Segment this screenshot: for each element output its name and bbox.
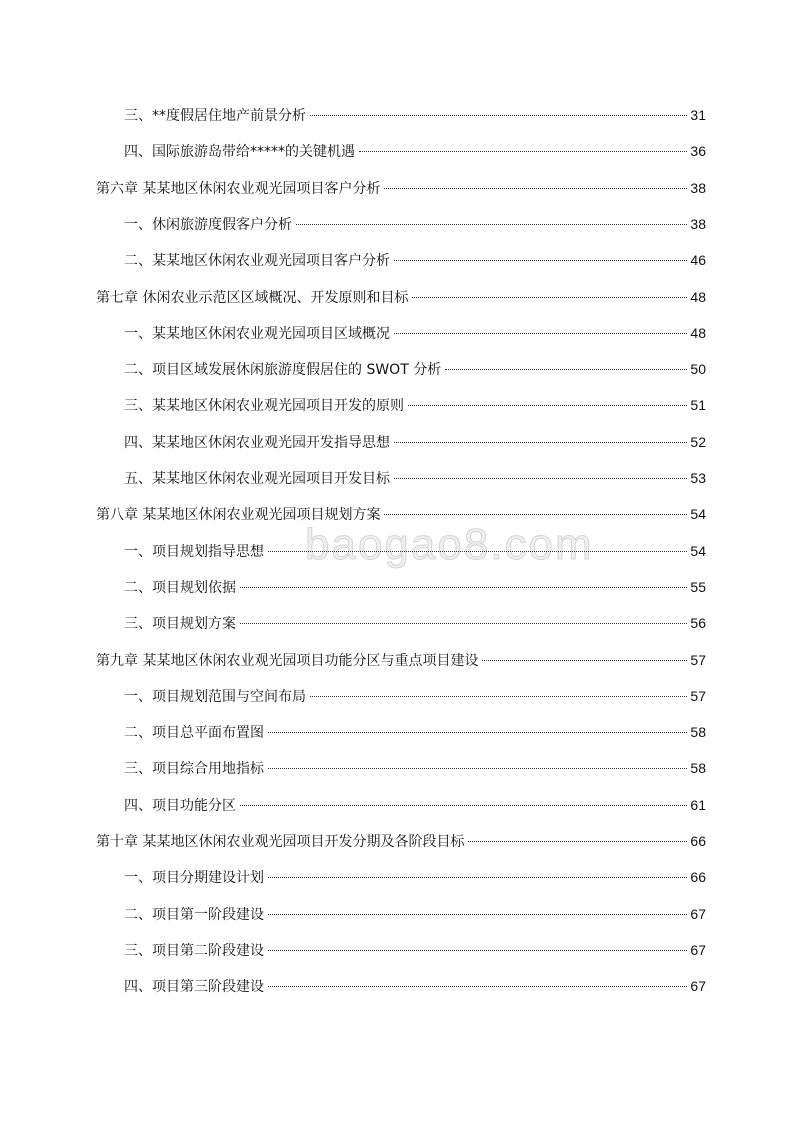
toc-entry-title: 四、国际旅游岛带给*****的关键机遇 (124, 144, 355, 161)
toc-dot-leader (408, 405, 687, 406)
toc-entry-title: 二、项目区域发展休闲旅游度假居住的 SWOT 分析 (124, 362, 442, 379)
toc-entry-title: 四、项目功能分区 (124, 797, 236, 814)
toc-dot-leader (384, 188, 687, 189)
toc-page-number: 57 (690, 651, 706, 668)
toc-entry-title: 第十章 某某地区休闲农业观光园项目开发分期及各阶段目标 (96, 834, 465, 850)
toc-entry-title: 一、项目规划范围与空间布局 (124, 688, 306, 705)
toc-dot-leader (240, 805, 687, 806)
toc-section-entry[interactable] (124, 466, 706, 490)
toc-entry-title: 五、某某地区休闲农业观光园项目开发目标 (124, 471, 390, 487)
toc-section-entry[interactable] (124, 357, 706, 381)
toc-entry-title: 二、项目第一阶段建设 (124, 906, 264, 923)
toc-entry-title: 四、某某地区休闲农业观光园开发指导思想 (124, 434, 390, 451)
toc-page-number: 66 (690, 869, 706, 886)
toc-dot-leader (296, 224, 687, 225)
toc-dot-leader (468, 841, 687, 842)
toc-section-entry[interactable] (124, 938, 706, 962)
toc-page-number: 52 (690, 433, 706, 450)
toc-section-entry[interactable] (124, 793, 706, 817)
toc-dot-leader (445, 369, 687, 370)
toc-section-entry[interactable] (124, 430, 706, 454)
toc-page-number: 48 (690, 288, 706, 305)
toc-chapter-entry[interactable] (96, 176, 706, 200)
toc-section-entry[interactable] (124, 974, 706, 998)
toc-dot-leader (394, 442, 687, 443)
toc-entry-title: 第八章 某某地区休闲农业观光园项目规划方案 (96, 507, 381, 524)
toc-section-entry[interactable] (124, 720, 706, 744)
toc-section-entry[interactable] (124, 611, 706, 635)
toc-dot-leader (384, 514, 687, 515)
toc-entry-title: 第六章 某某地区休闲农业观光园项目客户分析 (96, 180, 381, 197)
toc-section-entry[interactable] (124, 684, 706, 708)
toc-section-entry[interactable] (124, 865, 706, 889)
watermark: baogao8.com (305, 520, 594, 569)
toc-section-entry[interactable] (124, 103, 706, 127)
toc-entry-title: 二、项目规划依据 (124, 579, 236, 596)
toc-dot-leader (268, 732, 687, 733)
toc-page-number: 38 (690, 215, 706, 232)
toc-chapter-entry[interactable] (96, 829, 706, 853)
toc-section-entry[interactable] (124, 756, 706, 780)
toc-page-number: 50 (690, 361, 706, 378)
toc-page-number: 56 (690, 615, 706, 632)
toc-entry-title: 第七章 休闲农业示范区区域概况、开发原则和目标 (96, 289, 409, 306)
toc-dot-leader (394, 478, 687, 479)
toc-entry-title: 三、项目综合用地指标 (124, 761, 264, 778)
toc-page-number: 54 (690, 542, 706, 559)
toc-dot-leader (268, 950, 687, 951)
toc-page-number: 67 (690, 978, 706, 995)
toc-page-number: 57 (690, 687, 706, 704)
toc-entry-title: 三、项目规划方案 (124, 616, 236, 633)
toc-dot-leader (268, 768, 687, 769)
toc-section-entry[interactable] (124, 212, 706, 236)
toc-page-number: 31 (690, 107, 706, 123)
toc-section-entry[interactable] (124, 539, 706, 563)
toc-page-number: 54 (690, 506, 706, 523)
toc-page-number: 58 (690, 760, 706, 777)
toc-dot-leader (240, 587, 687, 588)
toc-page-number: 38 (690, 179, 706, 196)
toc-dot-leader (268, 986, 687, 987)
toc-dot-leader (268, 914, 687, 915)
toc-entry-title: 一、项目分期建设计划 (124, 870, 264, 887)
toc-entry-title: 二、某某地区休闲农业观光园项目客户分析 (124, 253, 390, 270)
toc-entry-title: 第九章 某某地区休闲农业观光园项目功能分区与重点项目建设 (96, 652, 479, 669)
toc-entry-title: 一、休闲旅游度假客户分析 (124, 216, 292, 233)
toc-section-entry[interactable] (124, 902, 706, 926)
toc-section-entry[interactable] (124, 575, 706, 599)
toc-page-number: 36 (690, 143, 706, 160)
toc-dot-leader (394, 333, 687, 334)
toc-dot-leader (359, 151, 687, 152)
toc-entry-title: 一、项目规划指导思想 (124, 543, 264, 560)
toc-dot-leader (268, 551, 687, 552)
toc-page-number: 51 (690, 397, 706, 414)
toc-entry-title: 三、某某地区休闲农业观光园项目开发的原则 (124, 398, 404, 415)
toc-entry-title: 三、**度假居住地产前景分析 (124, 108, 306, 124)
toc-page-number: 67 (690, 941, 706, 958)
toc-section-entry[interactable] (124, 393, 706, 417)
toc-page-number: 46 (690, 252, 706, 269)
toc-entry-title: 二、项目总平面布置图 (124, 725, 264, 742)
toc-page-number: 61 (690, 796, 706, 813)
toc-chapter-entry[interactable] (96, 285, 706, 309)
toc-page-number: 67 (690, 905, 706, 922)
toc-dot-leader (310, 115, 687, 116)
toc-chapter-entry[interactable] (96, 648, 706, 672)
toc-section-entry[interactable] (124, 321, 706, 345)
toc-dot-leader (240, 623, 687, 624)
toc-dot-leader (310, 696, 687, 697)
toc-dot-leader (412, 297, 687, 298)
toc-dot-leader (394, 260, 687, 261)
toc-section-entry[interactable] (124, 139, 706, 163)
toc-entry-title: 三、项目第二阶段建设 (124, 942, 264, 959)
toc-page-number: 48 (690, 324, 706, 341)
toc-page-number: 58 (690, 724, 706, 741)
toc-page-number: 66 (690, 833, 706, 849)
toc-entry-title: 四、项目第三阶段建设 (124, 979, 264, 996)
toc-page-number: 55 (690, 578, 706, 595)
toc-dot-leader (482, 660, 687, 661)
toc-chapter-entry[interactable] (96, 502, 706, 526)
toc-dot-leader (268, 877, 687, 878)
toc-entry-title: 一、某某地区休闲农业观光园项目区域概况 (124, 325, 390, 342)
toc-section-entry[interactable] (124, 248, 706, 272)
toc-page-number: 53 (690, 470, 706, 486)
